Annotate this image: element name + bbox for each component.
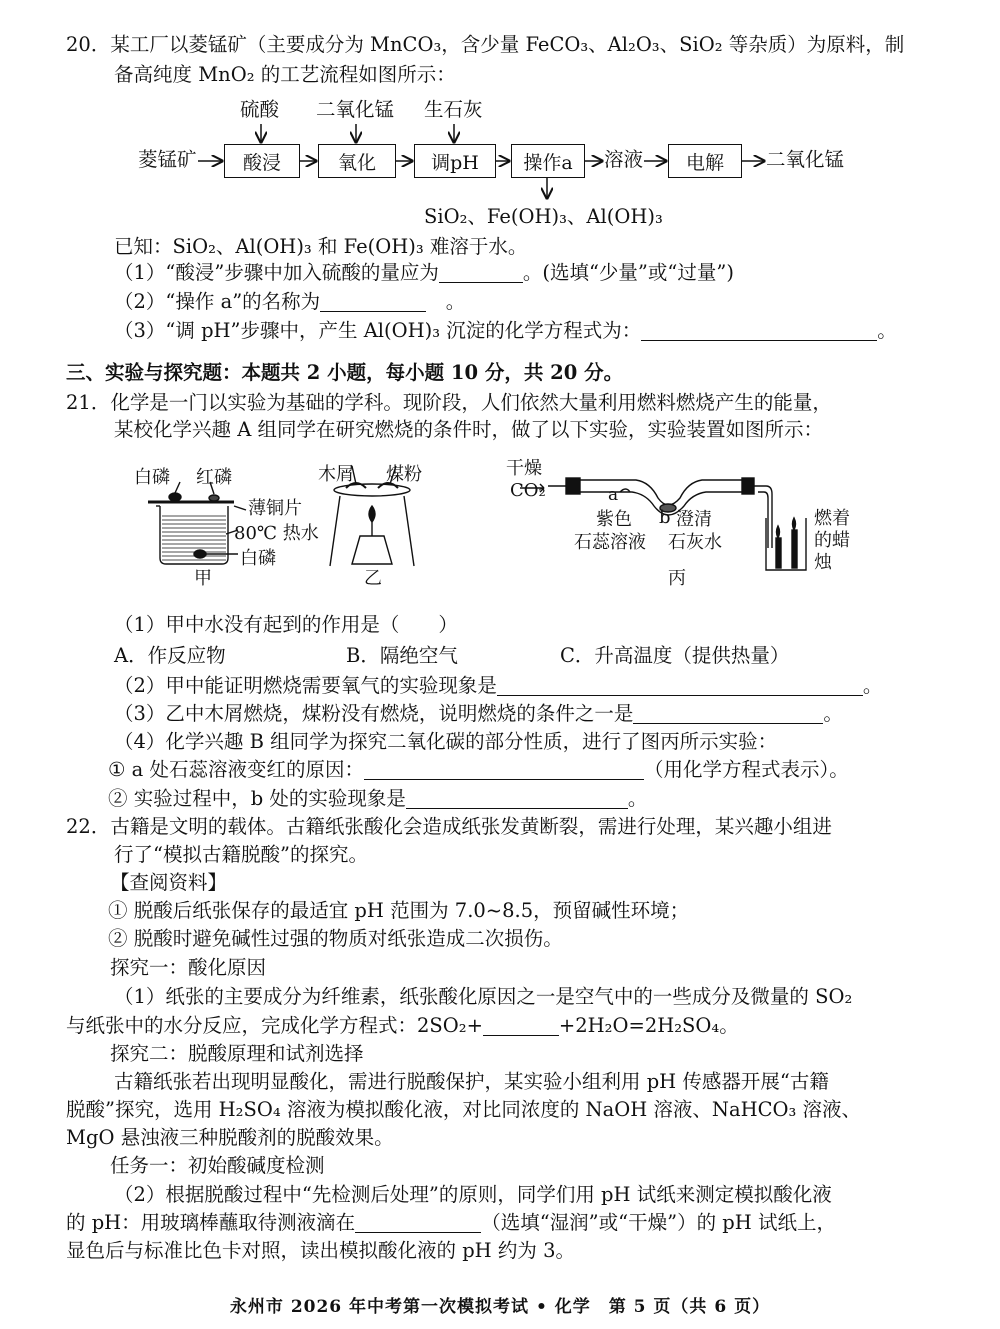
q22-explore2-line2: 脱酸”探究，选用 H₂SO₄ 溶液为模拟酸化液，对比同浓度的 NaOH 溶液、NaHCO₃ 溶液、: [66, 1098, 862, 1121]
q22-explore1-title: 探究一：酸化原因: [110, 956, 267, 979]
q21-sub2-text: ② 实验过程中，b 处的实验现象是: [108, 787, 406, 810]
q20-line1: 20．某工厂以菱锰矿（主要成分为 MnCO₃，含少量 FeCO₃、Al₂O₃、SiO₂ 等杂质）为原料，制: [66, 33, 905, 56]
caption-yi: 乙: [364, 568, 382, 589]
flow-reagent-acid: 硫酸: [240, 98, 280, 121]
q22-ref2: ② 脱酸时避免碱性过强的物质对纸张造成二次损伤。: [108, 927, 563, 950]
label-white-phosphorus: 白磷: [134, 467, 170, 488]
section-3-heading: 三、实验与探究题：本题共 2 小题，每小题 10 分，共 20 分。: [66, 361, 624, 384]
label-point-b: b: [659, 507, 671, 528]
answer-blank-q21-2[interactable]: [497, 675, 863, 696]
answer-blank-q22-2[interactable]: [355, 1212, 481, 1233]
q20-part3-text: （3）“调 pH”步骤中，产生 Al(OH)₃ 沉淀的化学方程式为：: [114, 319, 642, 342]
label-wood-chips: 木屑: [318, 464, 354, 485]
q20-part2-text: （2）“操作 a”的名称为: [114, 290, 321, 313]
q20-part2-end: 。: [445, 290, 466, 313]
q21-part4: （4）化学兴趣 B 组同学为探究二氧化碳的部分性质，进行了图丙所示实验：: [114, 730, 778, 753]
label-hot-water: 80℃ 热水: [234, 523, 319, 544]
apparatus-jia: [148, 482, 246, 564]
q20-part1-note: 。(选填“少量”或“过量”): [522, 261, 734, 284]
flow-step-adjust-ph: 调pH: [414, 144, 496, 178]
q22-explore2-line1: 古籍纸张若出现明显酸化，需进行脱酸保护，某实验小组利用 pH 传感器开展“古籍: [114, 1070, 829, 1093]
q22-explore2-line3: MgO 悬浊液三种脱酸剂的脱酸效果。: [66, 1126, 394, 1149]
q21-part3-end: 。: [823, 702, 843, 725]
label-litmus: 石蕊溶液: [574, 532, 646, 553]
flow-step-electrolysis: 电解: [668, 144, 742, 178]
q21-option-c[interactable]: C．升高温度（提供热量）: [560, 644, 790, 667]
q22-task1-line2: [66, 1210, 836, 1236]
q22-task1-text: 的 pH：用玻璃棒蘸取待测液滴在: [66, 1211, 356, 1234]
flow-step-oxidize: 氧化: [318, 144, 396, 178]
flow-reagent-lime: 生石灰: [424, 98, 483, 121]
flow-step-acid-leach: 酸浸: [224, 144, 300, 178]
q21-part2-end: 。: [862, 674, 883, 697]
q22-equation-end: +2H₂O=2H₂SO₄。: [558, 1014, 739, 1037]
q20-part1: [114, 260, 734, 286]
q22-task1-title: 任务一：初始酸碱度检测: [110, 1154, 325, 1177]
label-candle-1: 燃着: [814, 508, 850, 529]
q20-part3-end: 。: [877, 319, 897, 342]
flow-product: 二氧化锰: [766, 148, 845, 171]
q21-sub2: [108, 786, 647, 812]
q20-part3: [114, 318, 897, 344]
q20-part1-text: （1）“酸浸”步骤中加入硫酸的量应为: [114, 261, 439, 284]
q21-line2: 某校化学兴趣 A 组同学在研究燃烧的条件时，做了以下实验，实验装置如图所示：: [114, 418, 823, 441]
label-coal-powder: 煤粉: [386, 464, 422, 485]
q20-line2: 备高纯度 MnO₂ 的工艺流程如图所示：: [114, 63, 456, 86]
flow-reagent-mno2: 二氧化锰: [316, 98, 395, 121]
answer-blank-q21-4b[interactable]: [406, 788, 628, 809]
q22-line1: 22．古籍是文明的载体。古籍纸张酸化会造成纸张发黄断裂，需进行处理，某兴趣小组进: [66, 815, 832, 838]
q22-ref-title: 【查阅资料】: [110, 871, 228, 894]
page-footer: 永州市 2026 年中考第一次模拟考试 • 化学 第 5 页（共 6 页）: [229, 1297, 771, 1317]
label-candle-2: 的蜡: [814, 530, 850, 551]
q21-part2-text: （2）甲中能证明燃烧需要氧气的实验现象是: [114, 674, 497, 697]
label-candle-3: 烛: [814, 552, 832, 573]
q22-equation-text: 与纸张中的水分反应，完成化学方程式：2SO₂+: [66, 1014, 483, 1037]
q22-line2: 行了“模拟古籍脱酸”的探究。: [114, 843, 368, 866]
caption-jia: 甲: [194, 568, 212, 589]
answer-blank-q22-1[interactable]: [483, 1015, 559, 1036]
q22-explore1-line2: [66, 1013, 739, 1039]
q21-sub1-note: （用化学方程式表示）。: [644, 758, 849, 781]
q22-explore2-title: 探究二：脱酸原理和试剂选择: [110, 1042, 364, 1065]
label-limewater: 石灰水: [668, 532, 722, 553]
q21-line1: 21．化学是一门以实验为基础的学科。现阶段，人们依然大量利用燃料燃烧产生的能量，: [66, 391, 832, 414]
label-point-a: a: [608, 485, 619, 505]
q22-task1-note: （选填“湿润”或“干燥”）的 pH 试纸上，: [481, 1211, 836, 1234]
q22-ref1: ① 脱酸后纸张保存的最适宜 pH 范围为 7.0~8.5，预留碱性环境；: [108, 899, 690, 922]
q21-option-a[interactable]: A．作反应物: [114, 644, 226, 667]
answer-blank-q21-4a[interactable]: [364, 759, 644, 780]
q21-part3-text: （3）乙中木屑燃烧，煤粉没有燃烧，说明燃烧的条件之一是: [114, 702, 634, 725]
q21-sub1: [108, 757, 849, 783]
flow-byproduct: SiO₂、Fe(OH)₃、Al(OH)₃: [424, 205, 663, 228]
label-copper-plate: 薄铜片: [248, 498, 302, 519]
q22-task1-line3: 显色后与标准比色卡对照，读出模拟酸化液的 pH 约为 3。: [66, 1239, 575, 1262]
caption-bing: 丙: [668, 568, 686, 589]
q21-sub2-end: 。: [627, 787, 648, 810]
label-clear: 澄清: [676, 509, 712, 530]
label-white-phosphorus-2: 白磷: [240, 548, 276, 569]
q21-part2: [114, 673, 882, 699]
q21-option-b[interactable]: B．隔绝空气: [346, 644, 458, 667]
q21-part3: [114, 701, 843, 727]
q21-part1: （1）甲中水没有起到的作用是（ ）: [114, 613, 458, 636]
q20-part2: [114, 289, 465, 315]
flow-step-operation-a: 操作a: [511, 144, 585, 178]
answer-blank-q20-3[interactable]: [641, 320, 877, 341]
answer-blank-q20-2[interactable]: [320, 291, 426, 312]
q22-task1-line1: （2）根据脱酸过程中“先检测后处理”的原则，同学们用 pH 试纸来测定模拟酸化液: [114, 1183, 832, 1206]
answer-blank-q20-1[interactable]: [439, 262, 523, 283]
flow-solution: 溶液: [604, 148, 644, 171]
label-purple: 紫色: [596, 509, 632, 530]
label-red-phosphorus: 红磷: [196, 467, 232, 488]
label-dry: 干燥: [506, 458, 542, 479]
answer-blank-q21-3[interactable]: [633, 703, 823, 724]
q22-explore1-line1: （1）纸张的主要成分为纤维素，纸张酸化原因之一是空气中的一些成分及微量的 SO₂: [114, 985, 853, 1008]
q21-sub1-text: ① a 处石蕊溶液变红的原因：: [108, 758, 365, 781]
flow-raw-material: 菱锰矿: [138, 148, 197, 171]
label-co2: CO₂: [510, 480, 546, 501]
q20-known: 已知：SiO₂、Al(OH)₃ 和 Fe(OH)₃ 难溶于水。: [114, 235, 528, 258]
